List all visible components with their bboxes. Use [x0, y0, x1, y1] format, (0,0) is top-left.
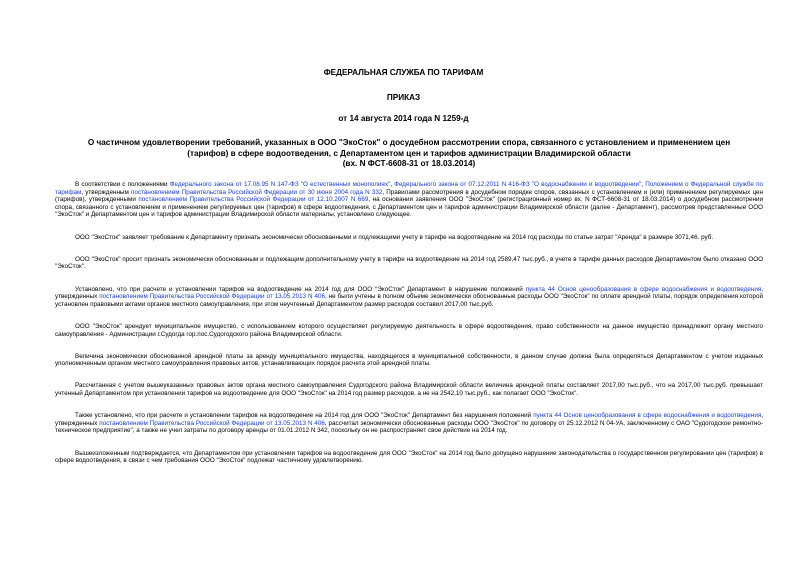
link-resolution-406[interactable]: постановлением Правительства Российской Федерации от 13.05.2013 N 406 [99, 419, 325, 427]
title-line-1: О частичном удовлетворении требований, указанных в ООО "ЭкоСток" о досудебном рассмотрении спора, связанного с установлением и применением цен [87, 138, 731, 147]
text-span: , утвержденных [55, 412, 763, 427]
link-federal-law-147[interactable]: Федерального закона от 17.08.95 N 147-ФЗ "О естественных монополиях" [169, 181, 391, 188]
title-line-3: (вх. N ФСТ-6608-31 от 18.03.2014) [342, 159, 476, 168]
text-span: , [390, 181, 395, 188]
text-span: , утвержденных [55, 285, 764, 301]
link-pricing-basics-p44[interactable]: пункта 44 Основ ценообразования в сфере водоснабжения и водоотведения [533, 412, 762, 420]
text-span: , рассчитал экономически обоснованные расходы ООО "ЭкоСток" по договору от 25.12.2012 N 04-УА, заключенному с ОАО "Судогодское ремонтно-техническое предприятие", а также не учел затраты по договору аренды от 01.01.2012 N 342, поскольку он не распространяет свое действие на 2014 год. [55, 419, 763, 435]
link-resolution-406[interactable]: постановлением Правительства Российской Федерации от 13.05.2013 N 406 [99, 293, 325, 301]
agency-heading: ФЕДЕРАЛЬНАЯ СЛУЖБА ПО ТАРИФАМ [323, 68, 484, 77]
link-pricing-basics-p44[interactable]: пункта 44 Основ ценообразования в сфере водоснабжения и водоотведения [525, 285, 762, 293]
paragraph-5: ООО "ЭкоСток" арендует муниципальное имущество, с использованием которого осуществляет регулируемую деятельность в сфере водоотведения, право собственности на данное имущество принадлежит органу местного самоуправления - Администрации г.Судогда гор.пос.Судогодского района Владимирской области. [55, 322, 763, 338]
paragraph-6: Величина экономически обоснованной арендной платы за аренду муниципального имущества, находящегося в муниципальной собственности, в данном случае должна была определяться Департаментом с учетом изданных уполномоченным органом местного самоуправления правовых актов, устанавливающих порядок расчета этой арендной платы. [55, 352, 763, 368]
link-resolution-669[interactable]: постановлением Правительства Российской Федерации от 12.10.2007 N 669 [138, 196, 369, 204]
text-span: , Правилами рассмотрения в досудебном порядке споров, связанных с установлением и (или) применением регулируемых цен (тарифов), утвержденными [55, 188, 763, 204]
document-body [55, 181, 763, 479]
paragraph-4 [55, 286, 763, 309]
document-date-number: от 14 августа 2014 года N 1259-д [338, 114, 469, 123]
document-type-heading: ПРИКАЗ [386, 93, 421, 102]
link-federal-law-416[interactable]: Федерального закона от 07.12.2011 N 416-ФЗ "О водоснабжении и водоотведении" [394, 181, 642, 188]
link-resolution-332[interactable]: постановлением Правительства Российской Федерации от 30 июня 2004 года N 332 [130, 188, 383, 196]
text-span: , не были учтены в полном объеме экономически обоснованные расходы ООО "ЭкоСток" по оплате арендной платы, порядок определения которой установлен правовыми актами органов местного самоуправления, при этом неучтенный Департаментом размер расходов составил 2017,00 тыс.руб. [55, 293, 763, 308]
paragraph-3: ООО "ЭкоСток" просит признать экономически обоснованным и подлежащим дополнительному учету в тарифе на водоотведение на 2014 год 2589,47 тыс.руб., в учете в тарифе данных расходов Департаментом было отказано ООО "ЭкоСток". [55, 255, 763, 271]
text-span: Также установлено, что при расчете и установлении тарифов на водоотведение на 2014 год для ООО "ЭкоСток" Департамент без нарушения положений [75, 412, 534, 420]
paragraph-1 [55, 181, 763, 219]
paragraph-8 [55, 412, 763, 435]
paragraph-9: Вышеизложенным подтверждается, что Департаментом при установлении тарифов на водоотведение для ООО "ЭкоСток" на 2014 год было допущено нарушение законодательства о государственном регулировании цен (тарифов) в сфере водоотведения, в связи с чем требования ООО "ЭкоСток" подлежат частичному удовлетворению. [55, 449, 763, 465]
paragraph-7: Рассчитанная с учетом вышеуказанных правовых актов органа местного самоуправления Судогодского района Владимирской области величина арендной платы составляет 2017,00 тыс.руб., что на 2017,00 тыс.руб. превышает учтенный Департаментом при установлении тарифов на водоотведение для ООО "ЭкоСток" на 2014 год размер расходов, а не на 2542,10 тыс.руб., как полагает ООО "ЭкоСток". [55, 382, 763, 398]
text-span: Установлено, что при расчете и установлении тарифов на водоотведение на 2014 год для ООО "ЭкоСток" Департамент в нарушение положений [75, 285, 526, 293]
link-fst-regulation[interactable]: Положением о Федеральной службе по тарифам [55, 181, 764, 196]
text-span: В соответствии с положениями [75, 181, 170, 188]
text-span: , на основании заявления ООО "ЭкоСток" (регистрационный номер вх. N ФСТ-6608-31 от 18.03.2014) о досудебном рассмотрении спора, связанного с установлением и применением регулируемых цен (тарифов) в сфере водоотведения, с Департаментом цен и тарифов администрации Владимирской области (далее - Департамент), рассмотрев представленные ООО "ЭкоСток" и Департаментом цен и тарифов администрации Владимирской области материалы, установлено следующее. [55, 196, 763, 219]
document-title [55, 138, 763, 170]
text-span: , утвержденным [81, 188, 131, 196]
title-line-2: (тарифов) в сфере водоотведения, с Департаментом цен и тарифов администрации Владимирской области [187, 148, 631, 158]
text-span: , [641, 181, 646, 188]
paragraph-2: ООО "ЭкоСток" заявляет требование к Департаменту признать экономически обоснованными и подлежащими учету в тарифе на водоотведение на 2014 год расходы по статье затрат "Аренда" в размере 3071,46. руб. [75, 233, 714, 241]
